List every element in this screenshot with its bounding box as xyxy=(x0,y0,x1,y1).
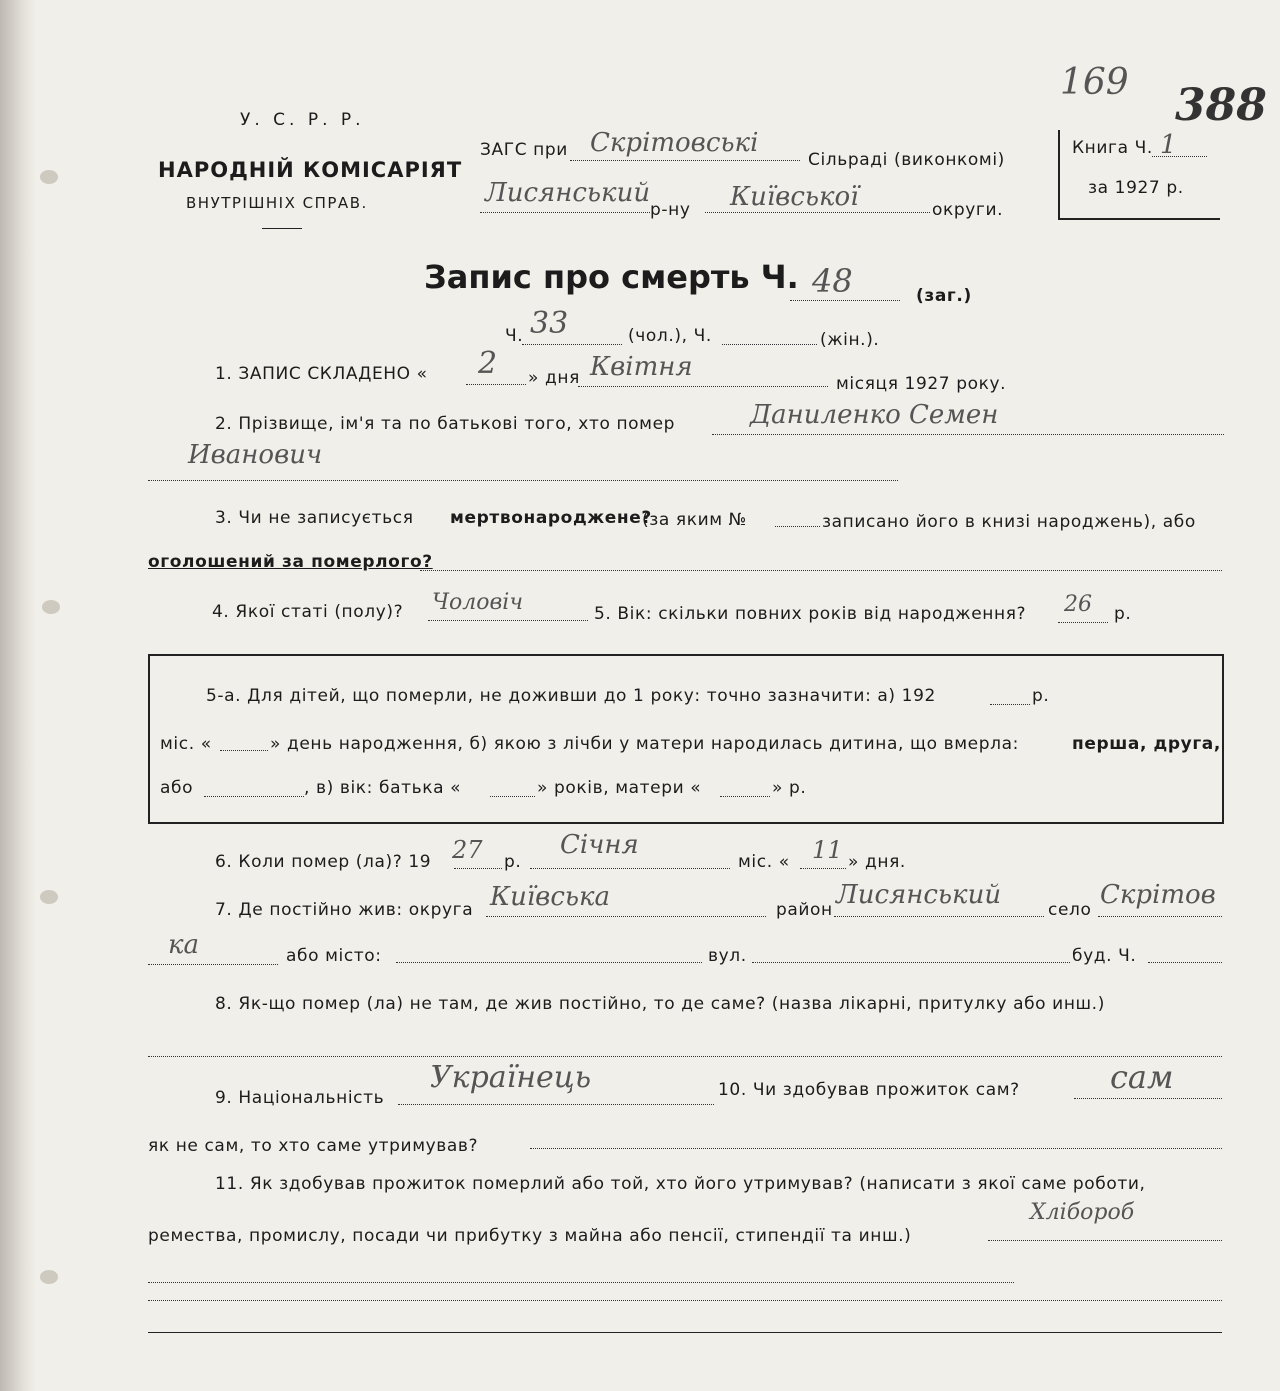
male-number: 33 xyxy=(530,306,569,341)
fill-line xyxy=(1098,916,1222,917)
q1-label: 1. ЗАПИС СКЛАДЕНО « xyxy=(215,364,428,384)
fill-line xyxy=(522,344,622,345)
q5a-line1: 5-а. Для дітей, що померли, не доживши до 1 року: точно зазначити: а) 192 xyxy=(206,686,936,706)
fill-line xyxy=(148,1056,1222,1057)
q5a-line3-d: » р. xyxy=(772,778,807,798)
zags-raion-value: Лисянський xyxy=(485,178,651,208)
fill-line xyxy=(486,916,766,917)
record-title: Запис про смерть Ч. xyxy=(424,258,799,296)
q2-patronymic: Иванович xyxy=(188,440,323,470)
zags-village-value: Скрітовські xyxy=(590,128,759,158)
infant-box xyxy=(148,654,1224,824)
q4-sex: Чоловіч xyxy=(432,590,524,615)
fill-line xyxy=(712,434,1224,435)
fill-line xyxy=(578,386,828,387)
subnum-prefix: Ч. xyxy=(505,326,524,346)
q6-mis: міс. « xyxy=(738,852,790,872)
commissariat-title: НАРОДНІЙ КОМІСАРІЯТ xyxy=(158,158,463,182)
department-title: ВНУТРІШНІХ СПРАВ. xyxy=(186,194,368,212)
q11-line2: ремества, промислу, посади чи прибутку з майна або пенсії, стипендії та инш.) xyxy=(148,1226,912,1246)
q11-line1: 11. Як здобував прожиток померлий або той, хто його утримував? (написати з якої саме роботи, xyxy=(215,1174,1146,1194)
fill-line xyxy=(1152,156,1207,157)
book-box xyxy=(1058,130,1220,220)
q7-selo2: ка xyxy=(168,930,200,960)
q7-label: 7. Де постійно жив: округа xyxy=(215,900,474,920)
q10-line2: як не сам, то хто саме утримував? xyxy=(148,1136,479,1156)
fill-line xyxy=(148,964,278,965)
q3-part2: (за яким № xyxy=(642,510,747,530)
q1-tail: місяця 1927 року. xyxy=(836,374,1007,394)
q6-day: 11 xyxy=(812,836,843,864)
q3-part3: записано його в книзі народжень), або xyxy=(822,512,1196,532)
record-number: 48 xyxy=(812,262,853,300)
q1-day: 2 xyxy=(478,346,498,381)
fill-line xyxy=(428,620,588,621)
fill-line xyxy=(148,1282,1014,1283)
fill-line xyxy=(466,384,526,385)
raion-suffix: р-ну xyxy=(650,200,691,220)
q6-label: 6. Коли помер (ла)? 19 xyxy=(215,852,432,872)
q10-answer: сам xyxy=(1110,1058,1174,1096)
fill-line xyxy=(570,160,800,161)
q6-tail: » дня. xyxy=(848,852,906,872)
q1-mid: » дня xyxy=(528,368,580,388)
male-label: (чол.), Ч. xyxy=(628,326,712,346)
zags-prefix: ЗАГС при xyxy=(480,140,568,160)
fill-line xyxy=(722,344,817,345)
q5a-line1-end: р. xyxy=(1032,686,1050,706)
q7-vul: вул. xyxy=(708,946,747,966)
old-archive-number: 388 xyxy=(1175,80,1267,131)
female-label: (жін.). xyxy=(820,330,880,350)
q6-month: Січня xyxy=(560,830,639,860)
zags-okruha-value: Київської xyxy=(730,182,859,212)
q5-label: 5. Вік: скільки повних років від народження? xyxy=(594,604,1027,624)
book-number: 1 xyxy=(1160,130,1177,160)
binding-hole xyxy=(40,890,58,904)
book-label: Книга Ч. xyxy=(1072,138,1153,158)
fill-line xyxy=(752,962,1070,963)
q7-raion-label: район xyxy=(776,900,833,920)
archive-number: 169 xyxy=(1060,62,1129,103)
fill-line xyxy=(148,1300,1222,1301)
q7-misto: або місто: xyxy=(286,946,382,966)
q7-selo1: Скрітов xyxy=(1100,880,1216,910)
fill-line xyxy=(454,868,502,869)
fill-line xyxy=(530,868,730,869)
q5a-line2-b: » день народження, б) якою з лічби у матери народилась дитина, що вмерла: xyxy=(270,734,1019,754)
q5-unit: р. xyxy=(1114,604,1132,624)
fill-line xyxy=(396,962,702,963)
fill-line xyxy=(148,480,898,481)
binding-edge xyxy=(0,0,36,1391)
q11-answer: Хлібороб xyxy=(1030,1200,1135,1225)
q6-r: р. xyxy=(504,852,522,872)
fill-line xyxy=(990,704,1030,705)
q9-nationality: Українець xyxy=(430,1060,592,1095)
q5a-line2-bold: перша, друга, xyxy=(1072,734,1221,754)
fill-line xyxy=(530,1148,1222,1149)
fill-line xyxy=(220,750,268,751)
fill-line xyxy=(490,796,535,797)
q8-label: 8. Як-що помер (ла) не там, де жив постійно, то де саме? (назва лікарні, притулку або инш.) xyxy=(215,994,1105,1014)
fill-line xyxy=(790,300,900,301)
fill-line xyxy=(988,1240,1222,1241)
record-suffix: (заг.) xyxy=(916,286,972,306)
fill-line xyxy=(775,526,820,527)
q3-part1: 3. Чи не записується xyxy=(215,508,414,528)
fill-line xyxy=(1058,622,1108,623)
fill-line xyxy=(834,916,1044,917)
q3-bold2: оголошений за померлого? xyxy=(148,552,433,572)
fill-line xyxy=(1148,962,1222,963)
q2-surname: Даниленко Семен xyxy=(750,400,999,430)
q5a-line3-b: , в) вік: батька « xyxy=(304,778,462,798)
fill-line xyxy=(1074,1098,1222,1099)
state-abbrev: У. С. Р. Р. xyxy=(240,110,365,130)
q7-okruha: Київська xyxy=(490,882,611,912)
q5a-line3-a: або xyxy=(160,778,194,798)
book-year: за 1927 р. xyxy=(1088,178,1184,198)
header-rule xyxy=(262,228,302,229)
fill-line xyxy=(800,868,846,869)
council-label: Сільраді (виконкомі) xyxy=(808,150,1005,170)
q5a-line3-c: » років, матери « xyxy=(537,778,702,798)
bottom-rule xyxy=(148,1332,1222,1333)
okruha-suffix: округи. xyxy=(932,200,1004,220)
q7-bud: буд. Ч. xyxy=(1072,946,1137,966)
q5-age: 26 xyxy=(1064,592,1092,617)
q6-year: 27 xyxy=(452,836,483,864)
fill-line xyxy=(480,212,650,213)
fill-line xyxy=(420,570,1222,571)
fill-line xyxy=(398,1104,714,1105)
binding-hole xyxy=(40,170,58,184)
binding-hole xyxy=(42,600,60,614)
q7-raion: Лисянський xyxy=(836,880,1002,910)
fill-line xyxy=(720,796,770,797)
q3-bold1: мертвонароджене? xyxy=(450,508,652,528)
q10-label: 10. Чи здобував прожиток сам? xyxy=(718,1080,1020,1100)
q9-label: 9. Національність xyxy=(215,1088,385,1108)
fill-line xyxy=(204,796,304,797)
q5a-line2-a: міс. « xyxy=(160,734,212,754)
q1-month: Квітня xyxy=(590,352,693,382)
q7-selo-label: село xyxy=(1048,900,1092,920)
fill-line xyxy=(705,212,930,213)
q4-label: 4. Якої статі (полу)? xyxy=(212,602,404,622)
q2-label: 2. Прізвище, ім'я та по батькові того, хто помер xyxy=(215,414,676,434)
binding-hole xyxy=(40,1270,58,1284)
